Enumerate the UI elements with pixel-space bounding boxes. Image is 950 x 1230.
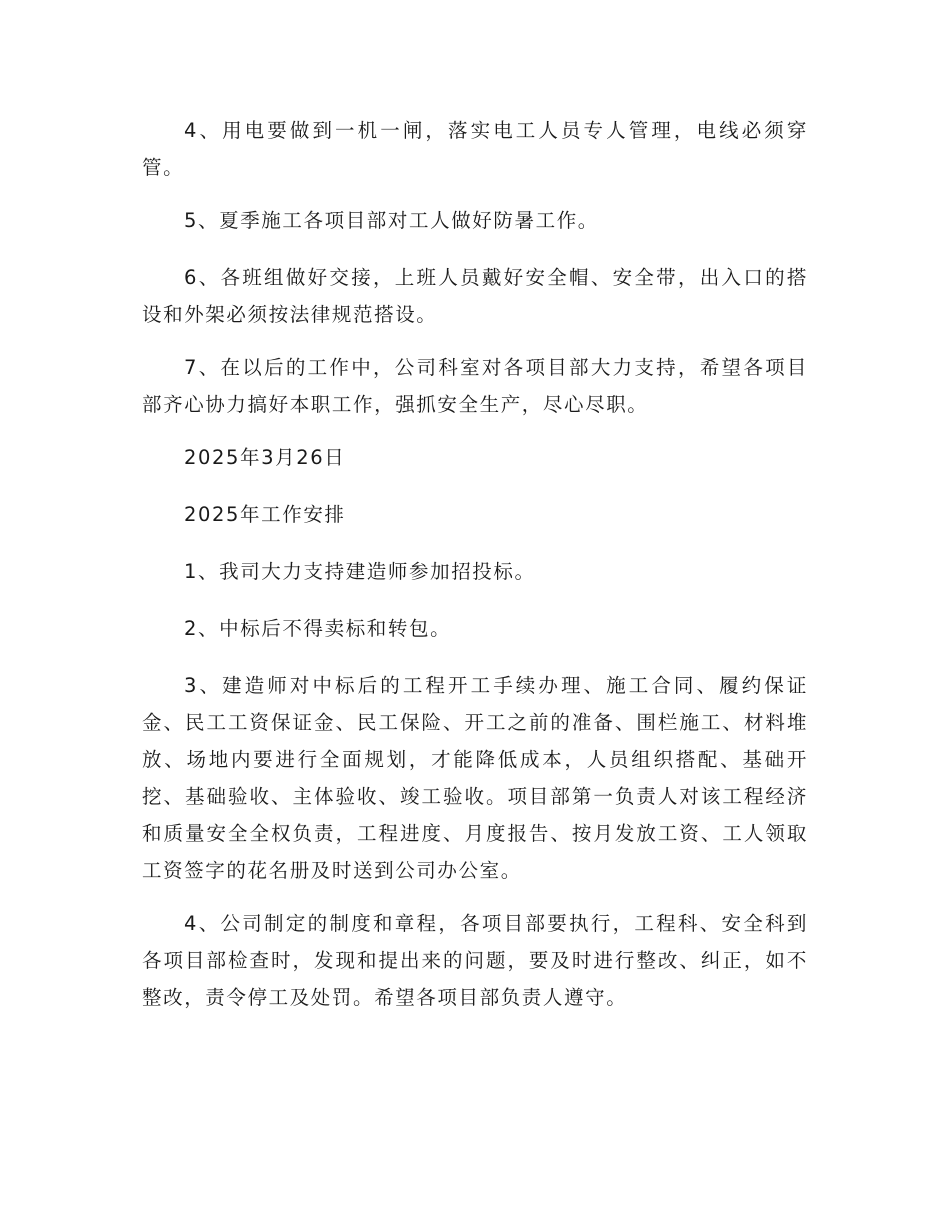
plan-item-3: 3、建造师对中标后的工程开工手续办理、施工合同、履约保证金、民工工资保证金、民工保险、开工之前的准备、围栏施工、材料堆放、场地内要进行全面规划，才能降低成本，人员组织搭配、基础开挖、基础验收、主体验收、竣工验收。项目部第一负责人对该工程经济和质量安全全权负责，工程进度、月度报告、按月发放工资、工人领取工资签字的花名册及时送到公司办公室。 — [142, 674, 808, 882]
plan-item-1: 1、我司大力支持建造师参加招投标。 — [184, 560, 536, 583]
date-line: 2025年3月26日 — [184, 446, 346, 469]
paragraph-item-6-handover: 6、各班组做好交接，上班人员戴好安全帽、安全带，出入口的搭设和外架必须按法律规范搭设。 — [142, 266, 808, 326]
plan-item-2: 2、中标后不得卖标和转包。 — [184, 617, 452, 640]
paragraph-item-7-support: 7、在以后的工作中，公司科室对各项目部大力支持，希望各项目部齐心协力搞好本职工作，强抓安全生产，尽心尽职。 — [142, 356, 808, 416]
document-body — [142, 112, 808, 1032]
plan-item-4: 4、公司制定的制度和章程，各项目部要执行，工程科、安全科到各项目部检查时，发现和提出来的问题，要及时进行整改、纠正，如不整改，责令停工及处罚。希望各项目部负责人遵守。 — [142, 912, 808, 1009]
paragraph-item-4-electricity: 4、用电要做到一机一闸，落实电工人员专人管理，电线必须穿管。 — [142, 119, 808, 179]
section-title: 2025年工作安排 — [184, 503, 346, 526]
paragraph-item-5-summer: 5、夏季施工各项目部对工人做好防暑工作。 — [184, 209, 599, 232]
